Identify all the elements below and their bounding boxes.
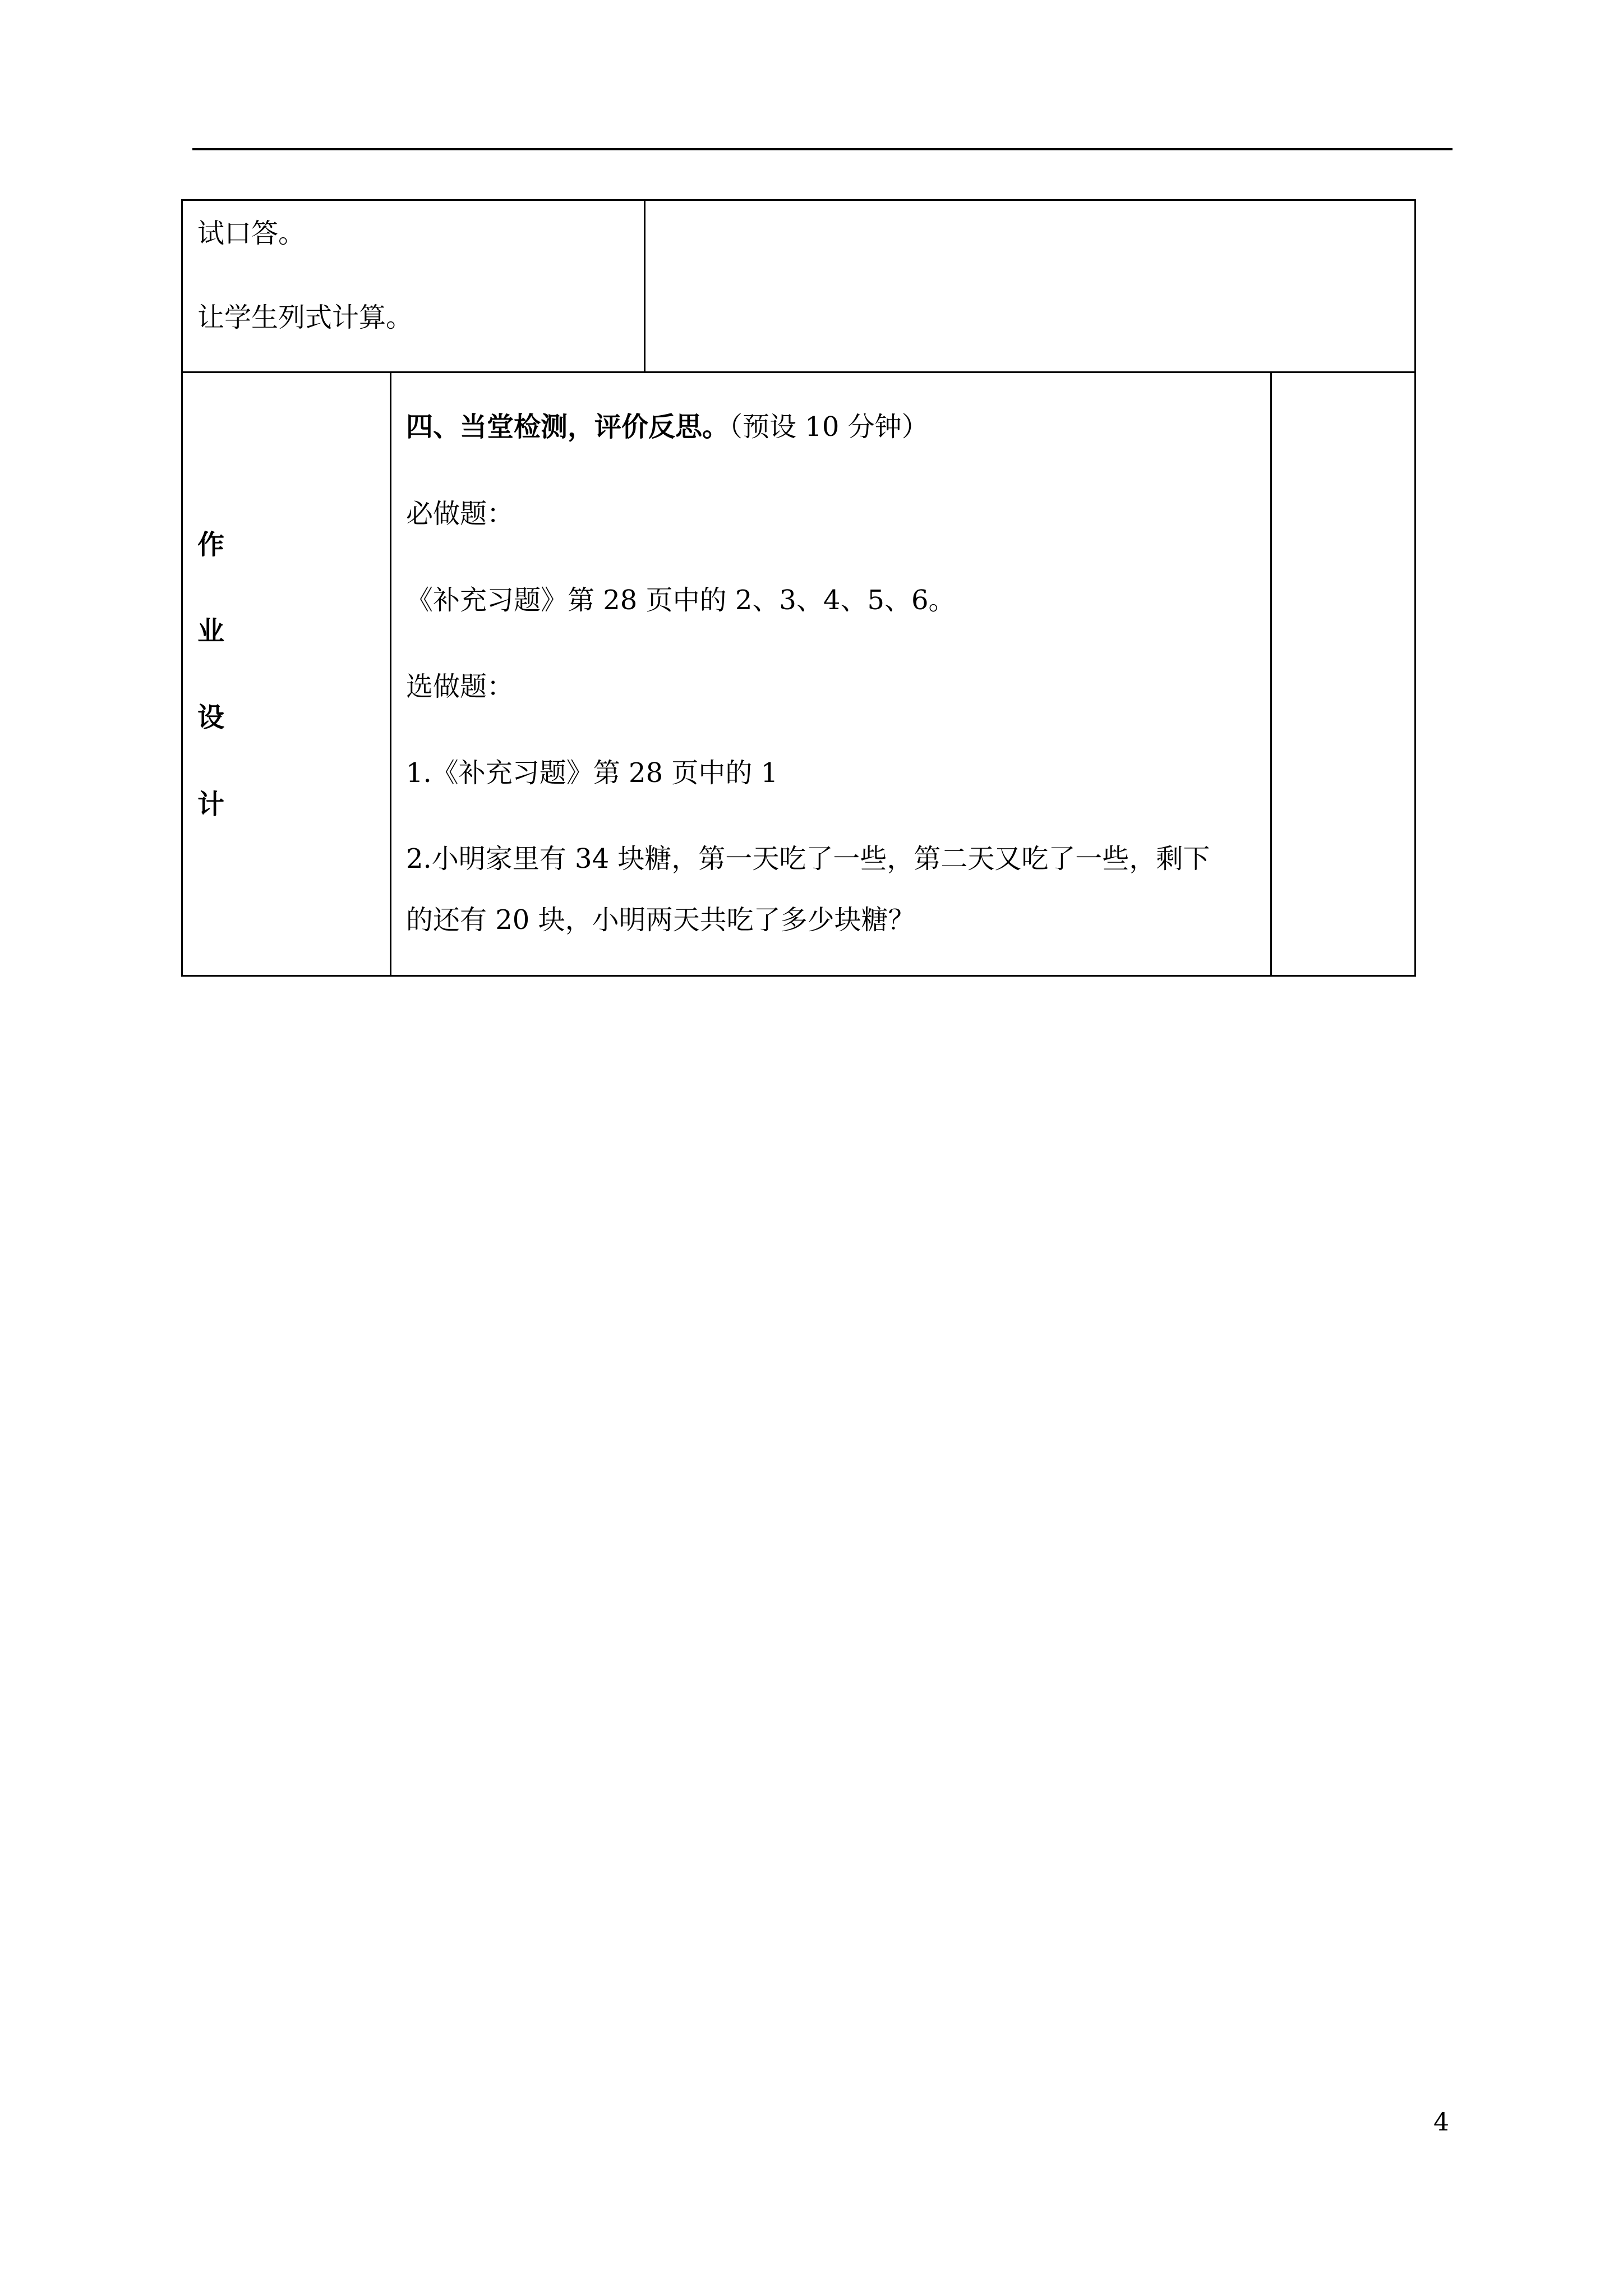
top-table <box>181 199 1416 373</box>
required-item: 《补充习题》第 28 页中的 2、3、4、5、6。 <box>406 585 956 616</box>
side-label-char-2: 业 <box>197 615 225 647</box>
section-heading-note: （预设 10 分钟） <box>729 411 929 443</box>
side-label-char-3: 设 <box>197 702 225 733</box>
section-heading-line <box>406 411 929 443</box>
page-number: 4 <box>1433 2108 1449 2137</box>
optional-item-1: 1.《补充习题》第 28 页中的 1 <box>406 757 778 789</box>
optional-item-2-line-2: 的还有 20 块，小明两天共吃了多少块糖？ <box>406 904 915 936</box>
top-table-divider <box>644 199 645 373</box>
optional-label: 选做题： <box>406 671 514 702</box>
section-heading: 四、当堂检测，评价反思。 <box>406 411 730 443</box>
homework-right-divider <box>1270 371 1272 977</box>
top-left-line-1: 试口答。 <box>197 218 306 249</box>
optional-item-2-line-1: 2.小明家里有 34 块糖，第一天吃了一些，第二天又吃了一些，剩下 <box>406 843 1210 875</box>
homework-label-divider <box>390 371 391 977</box>
header-rule <box>192 148 1453 150</box>
homework-table <box>181 371 1416 977</box>
side-label-char-1: 作 <box>197 529 225 560</box>
top-left-line-2: 让学生列式计算。 <box>197 302 413 333</box>
required-label: 必做题： <box>406 498 514 530</box>
side-label-char-4: 计 <box>197 789 225 820</box>
